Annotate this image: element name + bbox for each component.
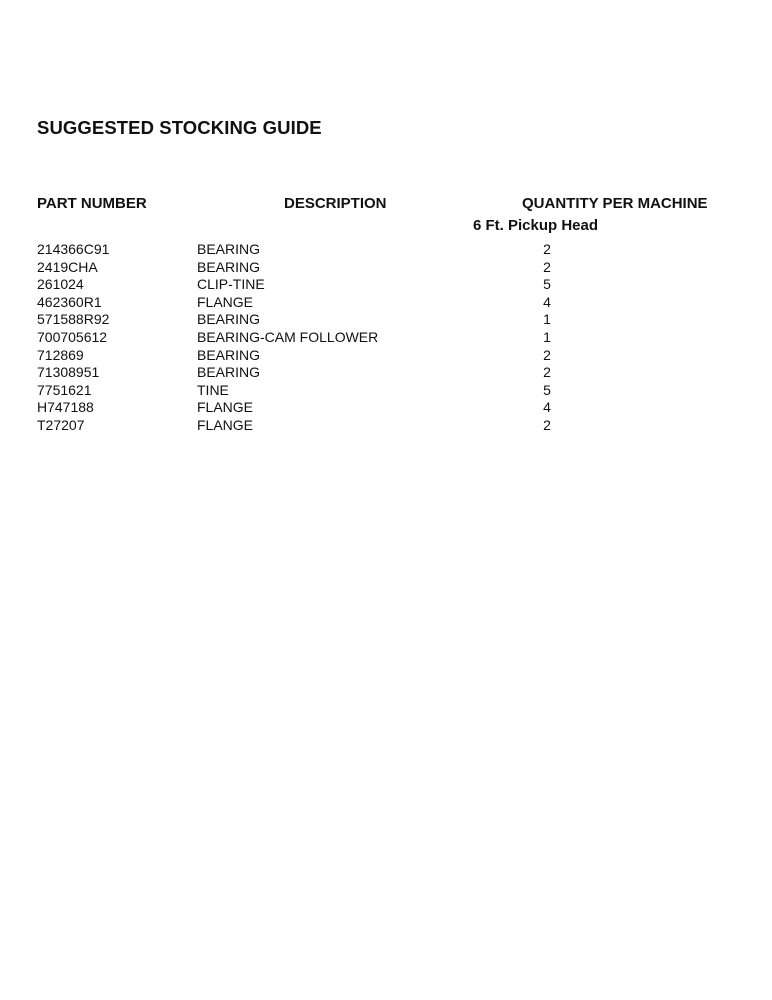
part-number-cell: 700705612 (37, 328, 108, 345)
table-row (0, 382, 772, 400)
quantity-cell: 5 (543, 276, 551, 293)
part-number-cell: T27207 (37, 416, 85, 433)
table-row (0, 417, 772, 435)
part-number-cell: 2419CHA (37, 258, 98, 275)
table-row (0, 347, 772, 365)
column-header-part-number: PART NUMBER (37, 195, 147, 212)
quantity-cell: 2 (543, 258, 551, 275)
description-cell: FLANGE (197, 416, 254, 433)
description-cell: BEARING (197, 364, 261, 381)
description-cell: BEARING (197, 311, 261, 328)
part-number-cell: 71308951 (37, 364, 100, 381)
description-cell: BEARING (197, 346, 261, 363)
table-row (0, 294, 772, 312)
column-header-description: DESCRIPTION (284, 195, 387, 212)
part-number-cell: 261024 (37, 276, 84, 293)
description-cell: BEARING (197, 241, 261, 257)
table-row (0, 276, 772, 294)
quantity-cell: 1 (543, 328, 551, 345)
part-number-cell: H747188 (37, 399, 94, 416)
parts-table (0, 241, 772, 435)
part-number-cell: 571588R92 (37, 311, 110, 328)
column-subheader-machine: 6 Ft. Pickup Head (473, 217, 599, 234)
column-header-quantity: QUANTITY PER MACHINE (522, 195, 708, 212)
quantity-cell: 4 (543, 293, 551, 310)
description-cell: TINE (197, 381, 229, 398)
description-cell: FLANGE (197, 293, 254, 310)
description-cell: FLANGE (197, 399, 254, 416)
quantity-cell: 2 (543, 346, 551, 363)
quantity-cell: 2 (543, 241, 551, 257)
part-number-cell: 214366C91 (37, 241, 110, 257)
table-row (0, 311, 772, 329)
quantity-cell: 5 (543, 381, 551, 398)
quantity-cell: 2 (543, 416, 551, 433)
description-cell: BEARING-CAM FOLLOWER (197, 328, 379, 345)
quantity-cell: 4 (543, 399, 551, 416)
page-title: SUGGESTED STOCKING GUIDE (37, 117, 322, 138)
table-row (0, 329, 772, 347)
part-number-cell: 462360R1 (37, 293, 102, 310)
table-row (0, 364, 772, 382)
part-number-cell: 712869 (37, 346, 84, 363)
part-number-cell: 7751621 (37, 381, 92, 398)
table-row (0, 399, 772, 417)
table-row (0, 241, 772, 259)
description-cell: BEARING (197, 258, 261, 275)
quantity-cell: 1 (543, 311, 551, 328)
quantity-cell: 2 (543, 364, 551, 381)
description-cell: CLIP-TINE (197, 276, 265, 293)
table-row (0, 259, 772, 277)
